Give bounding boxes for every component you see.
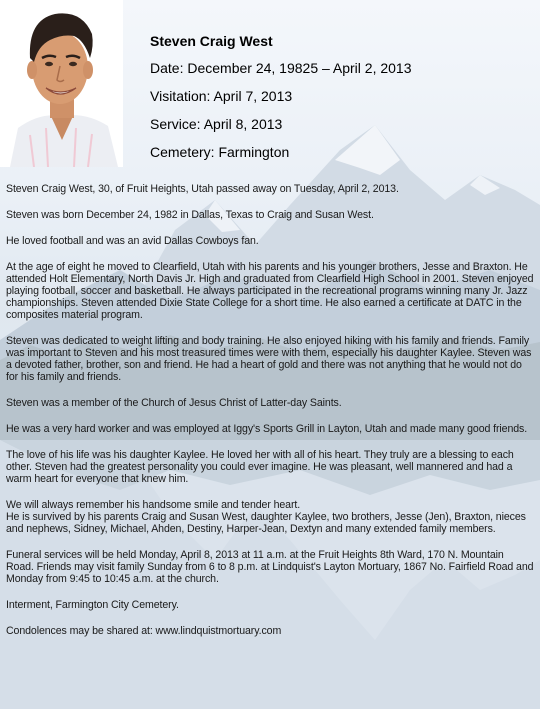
paragraph-intro: Steven Craig West, 30, of Fruit Heights, Utah passed away on Tuesday, April 2, 2013. <box>6 183 399 195</box>
paragraph-daughter: The love of his life was his daughter Kaylee. He loved her with all of his heart. They truly are a blessing to each other. Steven had the greatest personality you could ever imagine. He was pleasant, well mannered and had a warm heart for everyone that knew him. <box>6 449 514 485</box>
portrait-photo <box>0 0 123 167</box>
portrait-image <box>0 0 123 167</box>
dates-line: Date: December 24, 19825 – April 2, 2013 <box>150 60 412 76</box>
paragraph-birth: Steven was born December 24, 1982 in Dallas, Texas to Craig and Susan West. <box>6 209 374 221</box>
paragraph-survived-by: We will always remember his handsome smile and tender heart. He is survived by his parents Craig and Susan West, daughter Kaylee, two brothers, Jesse (Jen), Braxton, nieces and nephews, Sidney, Michael, Ahden, Destiny, Harper-Jean, Dextyn and many extended family members. <box>6 499 526 535</box>
paragraph-education: At the age of eight he moved to Clearfield, Utah with his parents and his younger brothers, Jesse and Braxton. He attended Holt Elementary, North Davis Jr. High and graduated from Clearfield High School in 2001. Steven enjoyed playing football, soccer and basketball. He always participated in the recreational programs winning many Jr. Jazz championships. Steven attended Dixie State College for a short time. He also earned a certificate at DATC in the composites material program. <box>6 261 534 321</box>
paragraph-football: He loved football and was an avid Dallas Cowboys fan. <box>6 235 259 247</box>
deceased-name: Steven Craig West <box>150 33 273 49</box>
visitation-line: Visitation: April 7, 2013 <box>150 88 293 104</box>
obituary-body <box>6 183 534 651</box>
paragraph-work: He was a very hard worker and was employed at Iggy's Sports Grill in Layton, Utah and made many good friends. <box>6 423 528 435</box>
cemetery-line: Cemetery: Farmington <box>150 144 290 160</box>
paragraph-family: Steven was dedicated to weight lifting and body training. He also enjoyed hiking with his family and friends. Family was important to Steven and his most treasured times were with them, especially his daughter Kaylee. Steven was a devoted father, brother, son and friend. He had a heart of gold and there was not anything that he would not do for his family and friends. <box>6 335 532 383</box>
paragraph-funeral: Funeral services will be held Monday, April 8, 2013 at 11 a.m. at the Fruit Heights 8th Ward, 170 N. Mountain Road. Friends may visit family Sunday from 6 to 8 p.m. at Lindquist's Layton Mortuary, 1867 No. Fairfield Road and Monday from 9:45 to 10:45 a.m. at the church. <box>6 549 534 585</box>
paragraph-condolences: Condolences may be shared at: www.lindquistmortuary.com <box>6 625 282 637</box>
paragraph-interment: Interment, Farmington City Cemetery. <box>6 599 179 611</box>
paragraph-church: Steven was a member of the Church of Jesus Christ of Latter-day Saints. <box>6 397 342 409</box>
service-line: Service: April 8, 2013 <box>150 116 283 132</box>
